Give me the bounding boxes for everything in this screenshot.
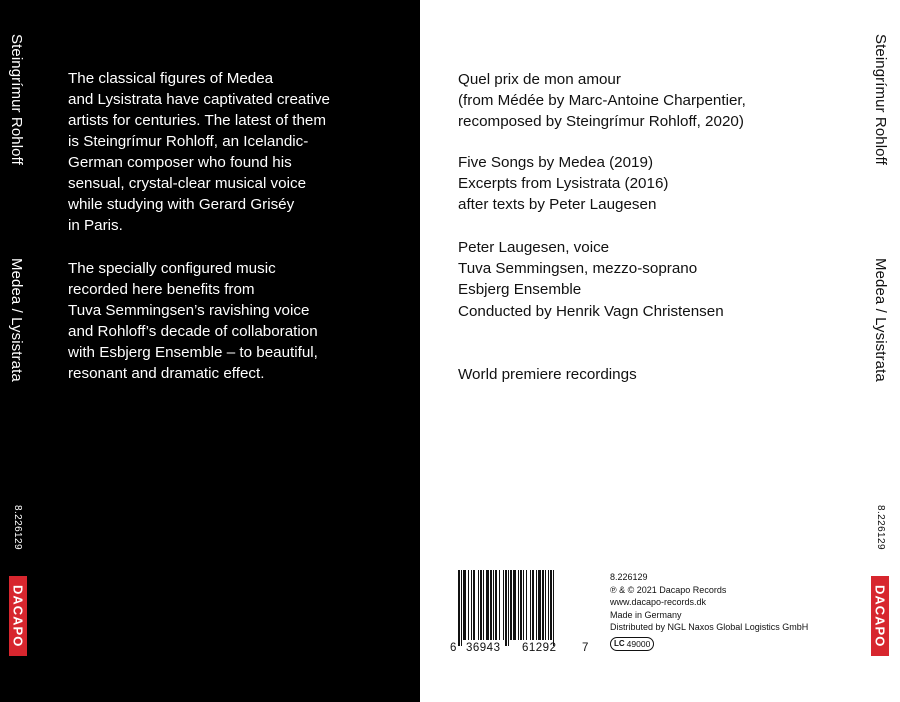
barcode-digit-check: 7 (582, 642, 589, 654)
barcode-bar (545, 570, 546, 640)
barcode-bar (532, 570, 534, 640)
barcode-bar (536, 570, 537, 640)
credits-block (610, 571, 808, 651)
credits-distributor: Distributed by NGL Naxos Global Logistics GmbH (610, 622, 809, 633)
barcode-bar (538, 570, 541, 640)
barcode-bar (480, 570, 482, 640)
barcode-bars (458, 570, 582, 646)
barcode-digits-right: 61292 (522, 642, 557, 654)
barcode-digits-left: 36943 (466, 642, 501, 654)
barcode-bar (513, 570, 516, 640)
barcode-bar (490, 570, 492, 640)
credits-website: www.dacapo-records.dk (610, 597, 707, 608)
para1-line: while studying with Gerard Griséy (68, 196, 295, 213)
para2-line: and Rohloff’s decade of collaboration (68, 323, 318, 340)
work2-line: Five Songs by Medea (2019) (458, 154, 654, 171)
barcode-bar (499, 570, 500, 640)
barcode-bar (510, 570, 512, 640)
barcode-bar (461, 570, 462, 646)
lc-number: 49000 (626, 638, 651, 649)
spine-composer-right: Steingrímur Rohloff (872, 34, 889, 165)
para1-line: in Paris. (68, 217, 123, 234)
dacapo-logo-left (9, 576, 27, 656)
barcode-bar (468, 570, 469, 640)
label-code-badge (610, 637, 654, 651)
para2-line: with Esbjerg Ensemble – to beautiful, (68, 344, 318, 361)
barcode-bar (542, 570, 544, 640)
barcode-bar (508, 570, 509, 646)
spine-catalog-right: 8.226129 (875, 505, 886, 550)
para2-line: recorded here benefits from (68, 281, 255, 298)
barcode-bar (553, 570, 554, 646)
work1-line: (from Médée by Marc-Antoine Charpentier, (458, 92, 746, 110)
barcode-bar (478, 570, 479, 640)
para1-line: sensual, crystal-clear musical voice (68, 175, 307, 192)
barcode-bar (458, 570, 460, 646)
dacapo-logo-right (871, 576, 889, 656)
barcode-bar (505, 570, 507, 646)
para1-line: is Steingrímur Rohloff, an Icelandic- (68, 133, 309, 150)
barcode-bar (530, 570, 531, 640)
barcode-bar (548, 570, 549, 640)
performer-line: Tuva Semmingsen, mezzo-soprano (458, 260, 698, 278)
lc-mark: LC (614, 638, 625, 648)
barcode-bar (483, 570, 484, 640)
performer-line: Peter Laugesen, voice (458, 239, 610, 256)
barcode-bar (550, 570, 552, 640)
spine-catalog-left: 8.226129 (12, 505, 23, 550)
premiere-note-text: World premiere recordings (458, 366, 637, 383)
back-cover-right-panel (420, 0, 900, 702)
para2-line: Tuva Semmingsen’s ravishing voice (68, 302, 310, 319)
work2-line: after texts by Peter Laugesen (458, 196, 657, 214)
barcode-bar (471, 570, 472, 640)
work2-line: Excerpts from Lysistrata (2016) (458, 175, 669, 193)
spine-album-left: Medea / Lysistrata (8, 258, 25, 382)
barcode-bar (473, 570, 475, 640)
description-paragraph-1 (68, 68, 388, 236)
work-2-block (458, 152, 668, 216)
para1-line: German composer who found his (68, 154, 292, 171)
barcode-bar (495, 570, 497, 640)
dacapo-logo-text: DACAPO (872, 584, 888, 648)
performer-line: Esbjerg Ensemble (458, 281, 582, 299)
dacapo-logo-text: DACAPO (10, 584, 26, 648)
performers-block (458, 237, 724, 322)
barcode-bar (520, 570, 522, 640)
barcode (450, 570, 590, 660)
spine-composer-left: Steingrímur Rohloff (8, 34, 25, 165)
barcode-bar (518, 570, 519, 640)
credits-made-in: Made in Germany (610, 609, 682, 620)
barcode-bar (486, 570, 489, 640)
work-1-block (458, 69, 746, 133)
para1-line: artists for centuries. The latest of them (68, 112, 327, 129)
premiere-note (458, 364, 637, 385)
barcode-bar (463, 570, 466, 640)
credits-copyright: ℗ & © 2021 Dacapo Records (610, 584, 727, 595)
barcode-bar (526, 570, 527, 640)
para2-line: The specially configured music (68, 260, 276, 277)
work1-line: recomposed by Steingrímur Rohloff, 2020) (458, 113, 744, 131)
description-paragraph-2 (68, 258, 388, 384)
barcode-digit-lead: 6 (450, 642, 457, 654)
barcode-bar (493, 570, 494, 640)
para1-line: The classical figures of Medea (68, 70, 274, 87)
para1-line: and Lysistrata have captivated creative (68, 91, 330, 108)
para2-line: resonant and dramatic effect. (68, 365, 265, 382)
spine-album-right: Medea / Lysistrata (872, 258, 889, 382)
back-cover-left-panel (0, 0, 420, 702)
credits-catalog: 8.226129 (610, 572, 648, 582)
performer-line: Conducted by Henrik Vagn Christensen (458, 302, 724, 320)
barcode-bar (503, 570, 504, 640)
work1-title: Quel prix de mon amour (458, 71, 621, 88)
barcode-bar (523, 570, 524, 640)
